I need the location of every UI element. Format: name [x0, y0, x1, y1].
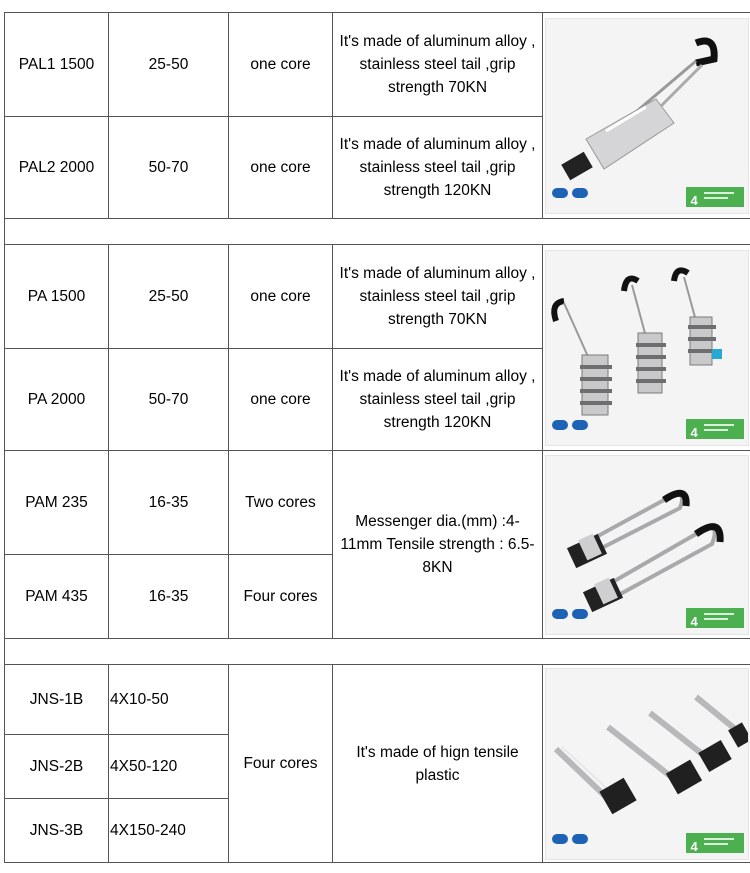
- pal-anchor-clamp-photo: [545, 18, 749, 214]
- range-cell: 4X150-240: [109, 799, 229, 863]
- certification-badge-icon: [552, 188, 568, 198]
- range-cell: 16-35: [109, 555, 229, 639]
- model-cell: PAL1 1500: [5, 13, 109, 117]
- model-cell: PAL2 2000: [5, 117, 109, 219]
- table-row: [5, 245, 750, 349]
- certification-badge-icon: [552, 609, 568, 619]
- certification-badge-icon: [572, 420, 588, 430]
- model-cell: PAM 435: [5, 555, 109, 639]
- certification-badge-icon: [552, 420, 568, 430]
- separator-row: [5, 219, 750, 245]
- model-cell: JNS-2B: [5, 735, 109, 799]
- cores-cell: one core: [229, 245, 333, 349]
- product-image-cell: [543, 451, 750, 639]
- model-cell: JNS-1B: [5, 665, 109, 735]
- model-cell: JNS-3B: [5, 799, 109, 863]
- cores-cell: Four cores: [229, 665, 333, 863]
- cores-cell: Two cores: [229, 451, 333, 555]
- brand-corner-icon: 4: [686, 187, 744, 207]
- description-cell: Messenger dia.(mm) :4-11mm Tensile strength : 6.5-8KN: [333, 451, 543, 639]
- table-row: [5, 665, 750, 735]
- certification-badge-icon: [572, 188, 588, 198]
- separator-row: [5, 639, 750, 665]
- table-row: [5, 13, 750, 117]
- brand-corner-icon: 4: [686, 608, 744, 628]
- table-row: [5, 451, 750, 555]
- spec-table: [4, 12, 750, 863]
- model-cell: PAM 235: [5, 451, 109, 555]
- range-cell: 4X50-120: [109, 735, 229, 799]
- model-cell: PA 2000: [5, 349, 109, 451]
- description-cell: It's made of hign tensile plastic: [333, 665, 543, 863]
- cores-cell: Four cores: [229, 555, 333, 639]
- jns-plastic-clamp-photo: [545, 668, 749, 860]
- model-cell: PA 1500: [5, 245, 109, 349]
- brand-corner-icon: 4: [686, 419, 744, 439]
- certification-badge-icon: [572, 834, 588, 844]
- brand-corner-icon: 4: [686, 833, 744, 853]
- description-cell: It's made of aluminum alloy , stainless steel tail ,grip strength 70KN: [333, 13, 543, 117]
- description-cell: It's made of aluminum alloy , stainless steel tail ,grip strength 120KN: [333, 349, 543, 451]
- description-cell: It's made of aluminum alloy , stainless steel tail ,grip strength 120KN: [333, 117, 543, 219]
- cores-cell: one core: [229, 13, 333, 117]
- description-cell: It's made of aluminum alloy , stainless steel tail ,grip strength 70KN: [333, 245, 543, 349]
- product-image-cell: [543, 13, 750, 219]
- range-cell: 25-50: [109, 245, 229, 349]
- range-cell: 4X10-50: [109, 665, 229, 735]
- range-cell: 16-35: [109, 451, 229, 555]
- product-image-cell: [543, 665, 750, 863]
- range-cell: 50-70: [109, 349, 229, 451]
- certification-badge-icon: [572, 609, 588, 619]
- range-cell: 50-70: [109, 117, 229, 219]
- range-cell: 25-50: [109, 13, 229, 117]
- pa-wedge-clamp-photo: [545, 250, 749, 446]
- pam-clamp-photo: [545, 455, 749, 635]
- cores-cell: one core: [229, 349, 333, 451]
- certification-badge-icon: [552, 834, 568, 844]
- product-image-cell: [543, 245, 750, 451]
- cores-cell: one core: [229, 117, 333, 219]
